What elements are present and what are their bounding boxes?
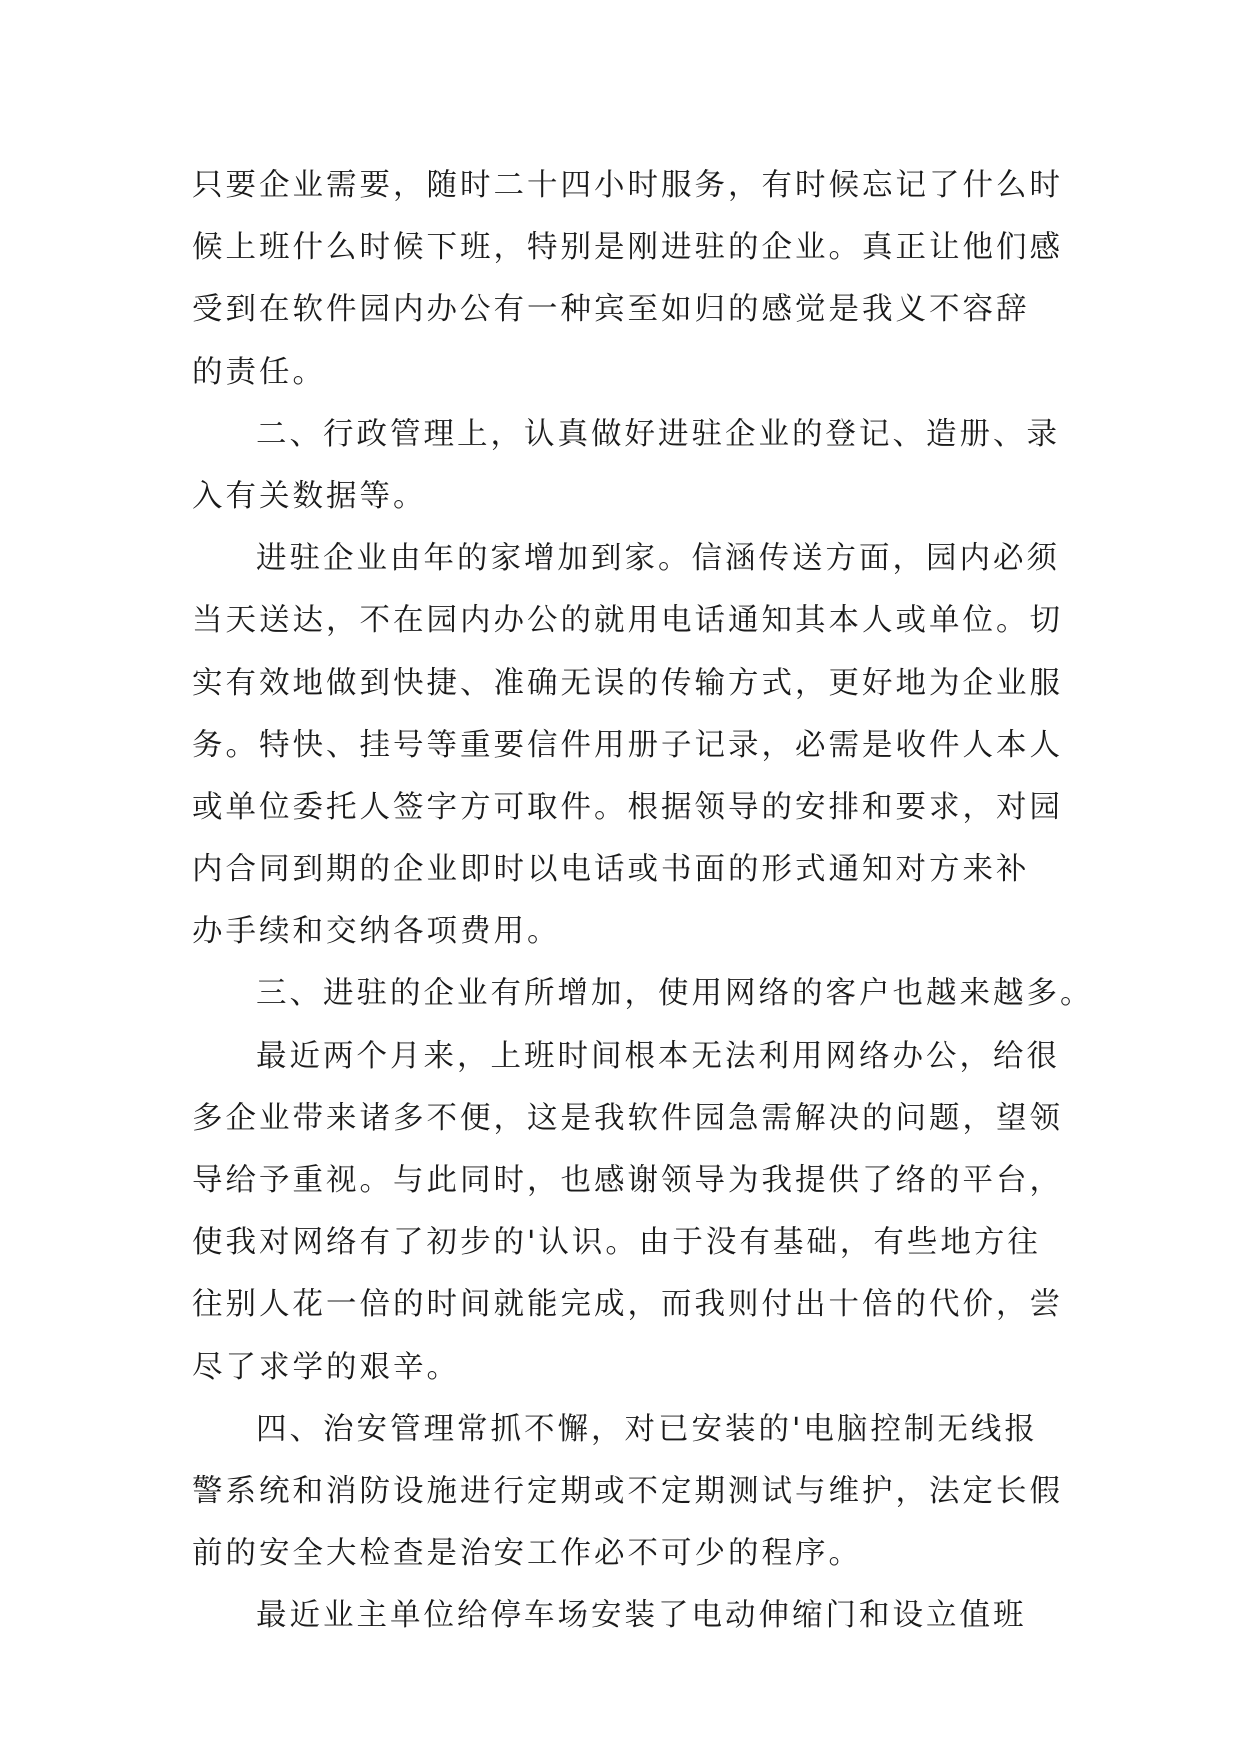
text-line: 导给予重视。与此同时，也感谢领导为我提供了络的平台，: [192, 1163, 1063, 1198]
text-line: 或单位委托人签字方可取件。根据领导的安排和要求，对园: [192, 789, 1063, 825]
text-line: 实有效地做到快捷、准确无误的传输方式，更好地为企业服: [192, 665, 1063, 701]
text-line: 前的安全大检查是治安工作必不可少的程序。: [192, 1536, 862, 1572]
text-line: 的责任。: [192, 354, 326, 390]
text-line: 多企业带来诸多不便，这是我软件园急需解决的问题，望领: [192, 1100, 1063, 1136]
text-line: 当天送达，不在园内办公的就用电话通知其本人或单位。切: [192, 603, 1063, 639]
paragraph-heading-2: 二、行政管理上，认真做好进驻企业的登记、造册、录: [256, 416, 1060, 452]
text-line: 内合同到期的企业即时以电话或书面的形式通知对方来补: [192, 852, 1030, 888]
paragraph-heading-3: 三、进驻的企业有所增加，使用网络的客户也越来越多。: [256, 976, 1094, 1012]
text-line: 受到在软件园内办公有一种宾至如归的感觉是我义不容辞: [192, 292, 1030, 328]
text-line: 使我对网络有了初步的'认识。由于没有基础，有些地方往: [192, 1225, 1041, 1261]
text-line: 务。特快、挂号等重要信件用册子记录，必需是收件人本人: [192, 727, 1063, 763]
text-line: 尽了求学的艰辛。: [192, 1349, 460, 1385]
text-line: 警系统和消防设施进行定期或不定期测试与维护，法定长假: [192, 1473, 1063, 1509]
text-line: 候上班什么时候下班，特别是刚进驻的企业。真正让他们感: [192, 230, 1063, 266]
text-line: 办手续和交纳各项费用。: [192, 914, 561, 950]
text-line: 入有关数据等。: [192, 478, 427, 514]
paragraph-heading-4: 四、治安管理常抓不懈，对已安装的'电脑控制无线报: [256, 1411, 1038, 1447]
text-line: 往别人花一倍的时间就能完成，而我则付出十倍的代价，尝: [192, 1287, 1063, 1323]
paragraph-start: 进驻企业由年的家增加到家。信涵传送方面，园内必须: [256, 541, 1060, 577]
paragraph-start: 最近两个月来，上班时间根本无法利用网络办公，给很: [256, 1038, 1060, 1074]
paragraph-start: 最近业主单位给停车场安装了电动伸缩门和设立值班: [256, 1598, 1027, 1634]
document-body: [192, 155, 1094, 1648]
text-line: 只要企业需要，随时二十四小时服务，有时候忘记了什么时: [192, 168, 1063, 203]
